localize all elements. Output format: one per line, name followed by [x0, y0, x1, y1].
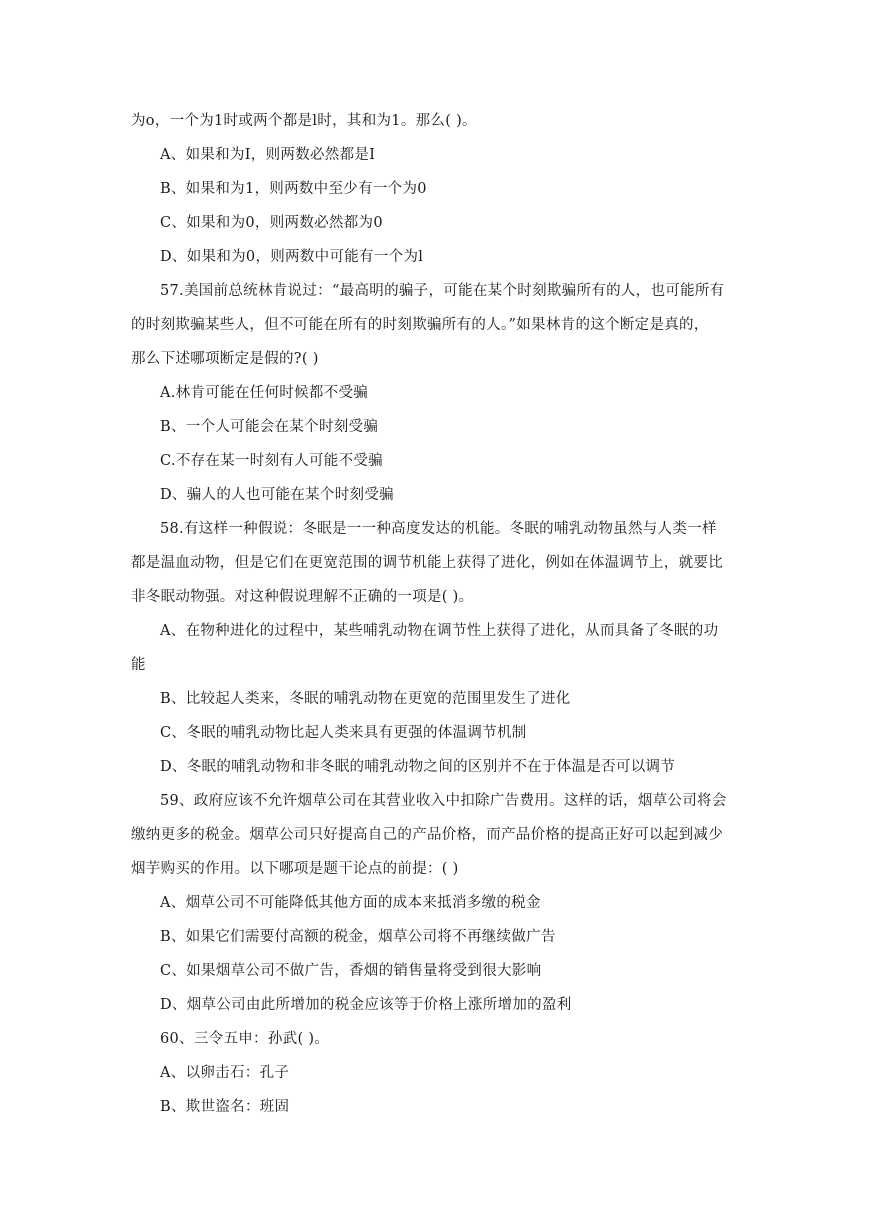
question-57-option-a: A.林肯可能在任何时候都不受骗 — [160, 385, 369, 401]
question-58-option-a-line-2: 能 — [131, 657, 146, 673]
question-56-option-a: A、如果和为I，则两数必然都是I — [160, 147, 376, 163]
question-60-option-b: B、欺世盗名：班固 — [160, 1099, 290, 1115]
question-58-stem-line-1: 58.有这样一种假说：冬眠是一一种高度发达的机能。冬眠的哺乳动物虽然与人类一样 — [160, 521, 717, 537]
question-57-option-b: B、一个人可能会在某个时刻受骗 — [160, 419, 379, 435]
question-58-option-a-line-1: A、在物种进化的过程中，某些哺乳动物在调节性上获得了进化，从而具备了冬眠的功 — [160, 623, 719, 639]
question-59-stem-line-2: 缴纳更多的税金。烟草公司只好提高自己的产品价格，而产品价格的提高正好可以起到减少 — [131, 827, 723, 843]
question-59-option-b: B、如果它们需要付高额的税金，烟草公司将不再继续做广告 — [160, 929, 556, 945]
question-57-stem-line-3: 那么下述哪项断定是假的?( ) — [131, 351, 319, 367]
question-59-option-a: A、烟草公司不可能降低其他方面的成本来抵消多缴的税金 — [160, 895, 541, 911]
question-58-option-d: D、冬眠的哺乳动物和非冬眠的哺乳动物之间的区别并不在于体温是否可以调节 — [160, 759, 676, 775]
question-58-option-c: C、冬眠的哺乳动物比起人类来具有更强的体温调节机制 — [160, 725, 527, 741]
question-57-stem-line-2: 的时刻欺骗某些人，但不可能在所有的时刻欺骗所有的人。”如果林肯的这个断定是真的， — [131, 317, 709, 333]
question-56-option-b: B、如果和为1，则两数中至少有一个为0 — [160, 181, 427, 197]
question-57-stem-line-1: 57.美国前总统林肯说过：“最高明的骗子，可能在某个时刻欺骗所有的人，也可能所有 — [160, 283, 725, 299]
question-56-option-d: D、如果和为0，则两数中可能有一个为l — [160, 249, 424, 265]
question-58-option-b: B、比较起人类来，冬眠的哺乳动物在更宽的范围里发生了进化 — [160, 691, 571, 707]
question-58-stem-line-3: 非冬眠动物强。对这种假说理解不正确的一项是( )。 — [131, 589, 474, 605]
question-60-option-a: A、以卵击石：孔子 — [160, 1065, 290, 1081]
question-56-option-c: C、如果和为0，则两数必然都为0 — [160, 215, 383, 231]
question-59-option-c: C、如果烟草公司不做广告，香烟的销售量将受到很大影响 — [160, 963, 542, 979]
question-58-stem-line-2: 都是温血动物，但是它们在更宽范围的调节机能上获得了进化，例如在体温调节上，就要比 — [131, 555, 723, 571]
question-59-option-d: D、烟草公司由此所增加的税金应该等于价格上涨所增加的盈利 — [160, 997, 572, 1013]
question-59-stem-line-1: 59、政府应该不允许烟草公司在其营业收入中扣除广告费用。这样的话，烟草公司将会 — [160, 793, 727, 809]
question-57-option-c: C.不存在某一时刻有人可能不受骗 — [160, 453, 383, 469]
question-59-stem-line-3: 烟芋购买的作用。以下哪项是题干论点的前提：( ) — [131, 861, 459, 877]
question-56-stem-continuation: 为o，一个为1时或两个都是l时，其和为1。那么( )。 — [131, 113, 477, 129]
question-57-option-d: D、骗人的人也可能在某个时刻受骗 — [160, 487, 394, 503]
question-60-stem: 60、三令五申：孙武( )。 — [160, 1031, 330, 1047]
